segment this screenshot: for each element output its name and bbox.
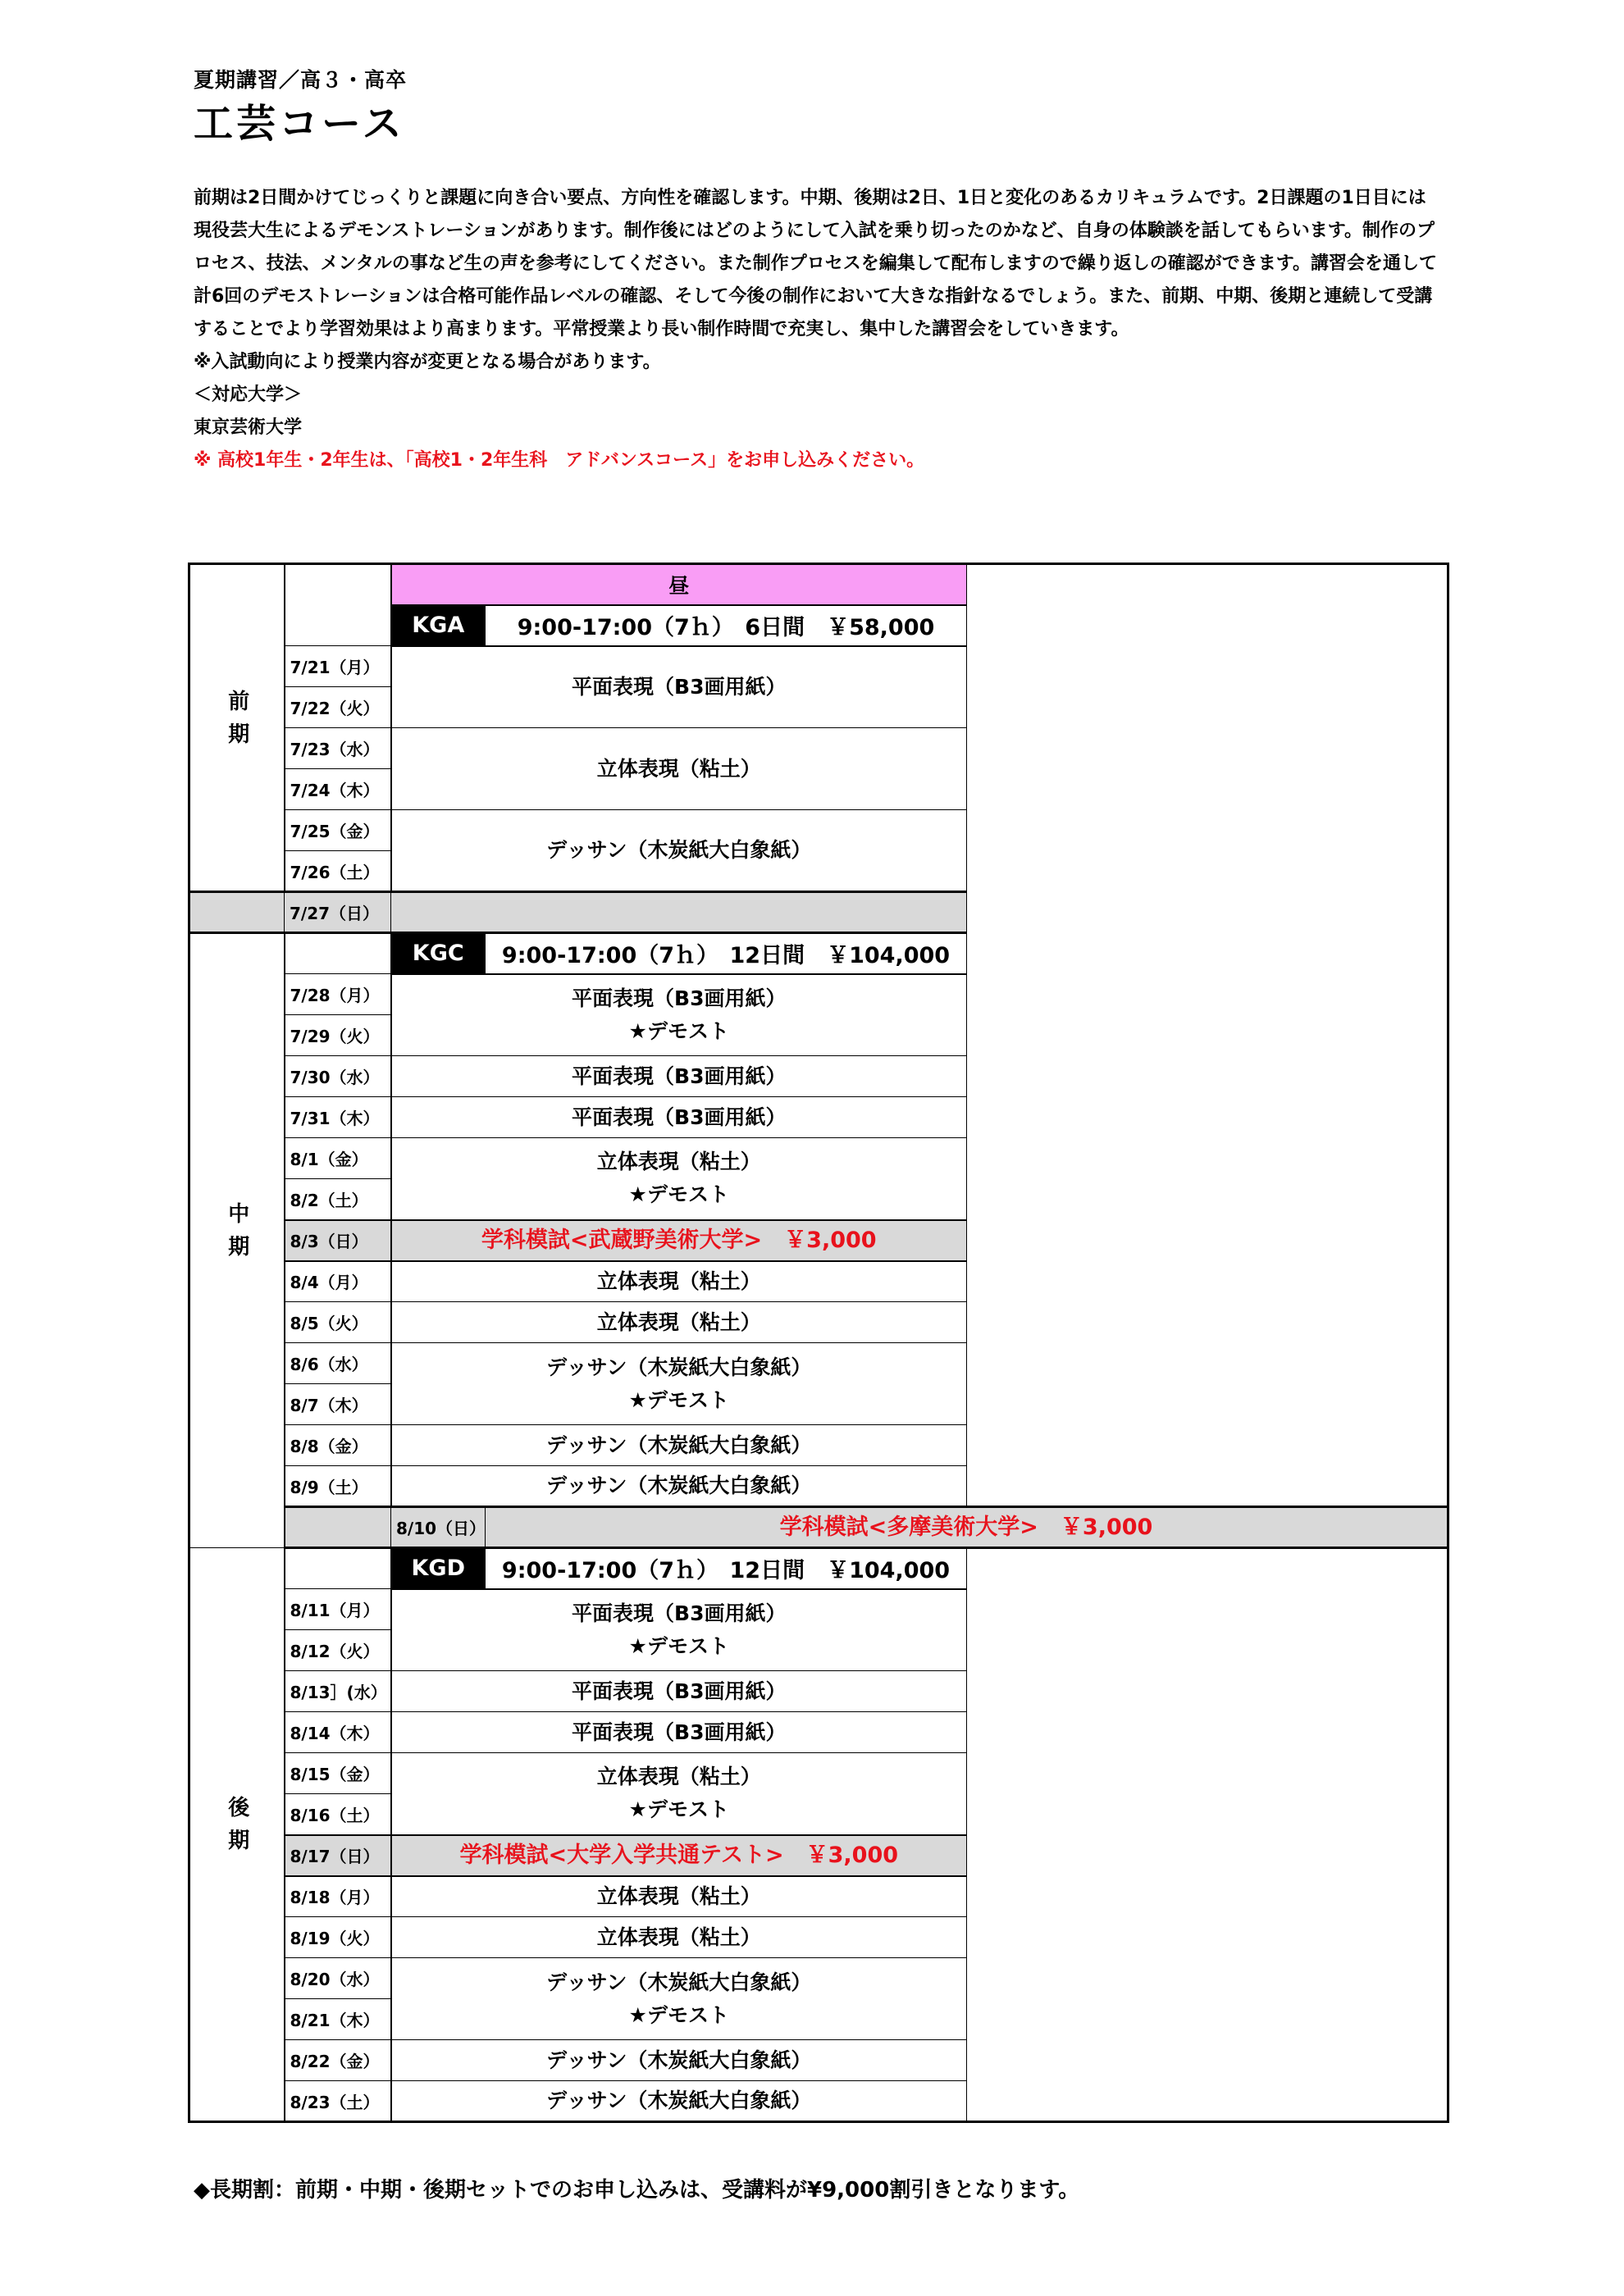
date-cell: 8/14（木）	[285, 1712, 391, 1753]
subject-cell: デッサン（木炭紙大白象紙）	[391, 810, 967, 892]
subject-cell: デッサン（木炭紙大白象紙）	[391, 1425, 967, 1466]
exam-cell: 学科模試<武蔵野美術大学> ￥3,000	[391, 1220, 967, 1261]
subject-label: 立体表現（粘土）	[596, 1765, 761, 1789]
rest-day-cell	[391, 892, 967, 933]
date-cell: 7/23（水）	[285, 728, 391, 769]
date-cell: 8/18（月）	[285, 1876, 391, 1917]
demo-label: ★デモスト	[628, 1633, 729, 1658]
date-cell: 7/27（日）	[285, 892, 391, 933]
date-cell: 7/25（金）	[285, 810, 391, 851]
subject-cell: 平面表現（B3画用紙）	[391, 1712, 967, 1753]
table-row	[189, 1589, 1448, 1630]
course-code-kgd: KGD	[391, 1548, 486, 1589]
period-last-label: 後期	[224, 1796, 249, 1861]
date-cell: 8/4（月）	[285, 1261, 391, 1302]
date-cell: 7/28（月）	[285, 974, 391, 1015]
subject-cell: 平面表現（B3画用紙）	[391, 1097, 967, 1138]
table-row	[189, 1712, 1448, 1753]
date-cell: 7/29（火）	[285, 1015, 391, 1056]
date-cell: 8/19（火）	[285, 1917, 391, 1958]
table-row	[189, 2040, 1448, 2081]
date-cell: 8/22（金）	[285, 2040, 391, 2081]
table-row	[189, 1261, 1448, 1302]
table-row	[189, 1425, 1448, 1466]
subject-cell	[391, 1343, 967, 1425]
period-last	[189, 1548, 285, 2122]
course-row-kgd	[189, 1548, 1448, 1589]
period-first	[189, 564, 285, 892]
rest-day-period-cell	[285, 1507, 391, 1548]
subject-cell	[391, 1589, 967, 1671]
table-header-row	[189, 564, 1448, 605]
date-cell: 8/17（日）	[285, 1835, 391, 1876]
date-cell: 7/31（木）	[285, 1097, 391, 1138]
date-cell: 8/11（月）	[285, 1589, 391, 1630]
date-cell: 8/21（木）	[285, 1999, 391, 2040]
grade-notice: ※ 高校1年生・2年生は、「高校1・2年生科 アドバンスコース」をお申し込みください。	[194, 450, 925, 471]
subject-cell: 平面表現（B3画用紙）	[391, 1056, 967, 1097]
date-cell: 8/7（木）	[285, 1384, 391, 1425]
date-cell: 8/13］(水）	[285, 1671, 391, 1712]
subject-label: デッサン（木炭紙大白象紙）	[546, 1355, 812, 1379]
table-row	[189, 1056, 1448, 1097]
exam-row	[189, 1220, 1448, 1261]
course-info-kgd: 9:00-17:00（7ｈ） 12日間 ￥104,000	[486, 1548, 967, 1589]
date-cell: 8/16（土）	[285, 1794, 391, 1835]
table-row	[189, 646, 1448, 687]
subject-cell: デッサン（木炭紙大白象紙）	[391, 2040, 967, 2081]
rest-day-row	[189, 892, 1448, 933]
course-row-kgc	[189, 933, 1448, 974]
table-row	[189, 974, 1448, 1015]
exam-row	[189, 1835, 1448, 1876]
schedule-table	[188, 563, 1449, 2123]
subject-cell: 立体表現（粘土）	[391, 728, 967, 810]
demo-label: ★デモスト	[628, 1797, 729, 1822]
table-row	[189, 1671, 1448, 1712]
subject-cell: 立体表現（粘土）	[391, 1876, 967, 1917]
table-row	[189, 1138, 1448, 1179]
date-cell: 8/10（日）	[391, 1507, 486, 1548]
intro-paragraph: 前期は2日間かけてじっくりと課題に向き合い要点、方向性を確認します。中期、後期は2日、1日と変化のあるカリキュラムです。2日課題の1日目には現役芸大生によるデモンストレーションがあります。制作後にはどのようにして入試を乗り切ったのかなど、自身の体験談を話してもらいます。制作のプロセス、技法、メンタルの事など生の声を参考にしてください。また制作プロセスを編集して配布しますので繰り返しの確認ができます。講習会を通して計6回のデモストレーションは合格可能作品レベルの確認、そして今後の制作において大きな指針なるでしょう。また、前期、中期、後期と連続して受講することでより学習効果はより高まります。平常授業より長い制作時間で充実し、集中した講習会をしていきます。	[194, 188, 1438, 339]
demo-label: ★デモスト	[628, 1387, 729, 1412]
date-cell: 8/20（水）	[285, 1958, 391, 1999]
demo-label: ★デモスト	[628, 1018, 729, 1043]
date-cell: 8/1（金）	[285, 1138, 391, 1179]
table-row	[189, 2081, 1448, 2122]
date-cell: 8/2（土）	[285, 1179, 391, 1220]
subject-label: 平面表現（B3画用紙）	[572, 986, 787, 1010]
page-title: 工芸コース	[194, 101, 405, 147]
period-middle-label: 中期	[224, 1202, 249, 1268]
exam-cell: 学科模試<多摩美術大学> ￥3,000	[486, 1507, 1448, 1548]
course-info-kga: 9:00-17:00（7ｈ） 6日間 ￥58,000	[486, 605, 967, 646]
table-row	[189, 1917, 1448, 1958]
subject-cell: 平面表現（B3画用紙）	[391, 1671, 967, 1712]
subject-label: 立体表現（粘土）	[596, 1150, 761, 1174]
subject-cell	[391, 1958, 967, 2040]
demo-label: ★デモスト	[628, 1182, 729, 1207]
course-code-kgc: KGC	[391, 933, 486, 974]
table-row	[189, 1753, 1448, 1794]
date-cell: 8/6（水）	[285, 1343, 391, 1384]
date-cell: 8/9（土）	[285, 1466, 391, 1507]
subject-cell: 立体表現（粘土）	[391, 1917, 967, 1958]
subject-cell: 立体表現（粘土）	[391, 1302, 967, 1343]
table-row	[189, 1958, 1448, 1999]
table-row	[189, 1343, 1448, 1384]
subject-cell	[391, 1138, 967, 1220]
blank-cell	[285, 933, 391, 974]
table-row	[189, 1466, 1448, 1507]
subject-label: デッサン（木炭紙大白象紙）	[546, 1970, 812, 1994]
period-first-label: 前期	[224, 689, 249, 755]
daytime-header: 昼	[391, 564, 967, 605]
subject-cell: デッサン（木炭紙大白象紙）	[391, 2081, 967, 2122]
table-row	[189, 810, 1448, 851]
intro-section	[194, 182, 1440, 477]
table-row	[189, 728, 1448, 769]
subject-cell: 平面表現（B3画用紙）	[391, 646, 967, 728]
date-cell: 8/12（火）	[285, 1630, 391, 1671]
period-middle	[189, 933, 285, 1548]
table-row	[189, 1302, 1448, 1343]
subject-cell	[391, 974, 967, 1056]
date-cell: 7/22（火）	[285, 687, 391, 728]
date-cell: 7/24（木）	[285, 769, 391, 810]
intro-note: ※入試動向により授業内容が変更となる場合があります。	[194, 352, 661, 372]
blank-cell	[285, 564, 391, 646]
university-name: 東京芸術大学	[194, 417, 303, 438]
date-cell: 7/26（土）	[285, 851, 391, 892]
subject-cell: デッサン（木炭紙大白象紙）	[391, 1466, 967, 1507]
date-cell: 7/21（月）	[285, 646, 391, 687]
rest-day-period-cell	[189, 892, 285, 933]
date-cell: 8/5（火）	[285, 1302, 391, 1343]
table-row	[189, 1876, 1448, 1917]
date-cell: 8/23（土）	[285, 2081, 391, 2122]
exam-row	[189, 1507, 1448, 1548]
subject-cell: 立体表現（粘土）	[391, 1261, 967, 1302]
date-cell: 8/3（日）	[285, 1220, 391, 1261]
course-info-kgc: 9:00-17:00（7ｈ） 12日間 ￥104,000	[486, 933, 967, 974]
date-cell: 8/8（金）	[285, 1425, 391, 1466]
long-term-discount-note: ◆長期割：前期・中期・後期セットでのお申し込みは、受講料が¥9,000割引きとなります。	[194, 2178, 1080, 2203]
date-cell: 8/15（金）	[285, 1753, 391, 1794]
page-subtitle: 夏期講習／高３・高卒	[194, 68, 408, 92]
university-heading: ＜対応大学＞	[194, 385, 303, 405]
date-cell: 7/30（水）	[285, 1056, 391, 1097]
table-row	[189, 1097, 1448, 1138]
subject-cell	[391, 1753, 967, 1835]
course-code-kga: KGA	[391, 605, 486, 646]
blank-cell	[285, 1548, 391, 1589]
subject-label: 平面表現（B3画用紙）	[572, 1601, 787, 1625]
exam-cell: 学科模試<大学入学共通テスト> ￥3,000	[391, 1835, 967, 1876]
demo-label: ★デモスト	[628, 2002, 729, 2027]
